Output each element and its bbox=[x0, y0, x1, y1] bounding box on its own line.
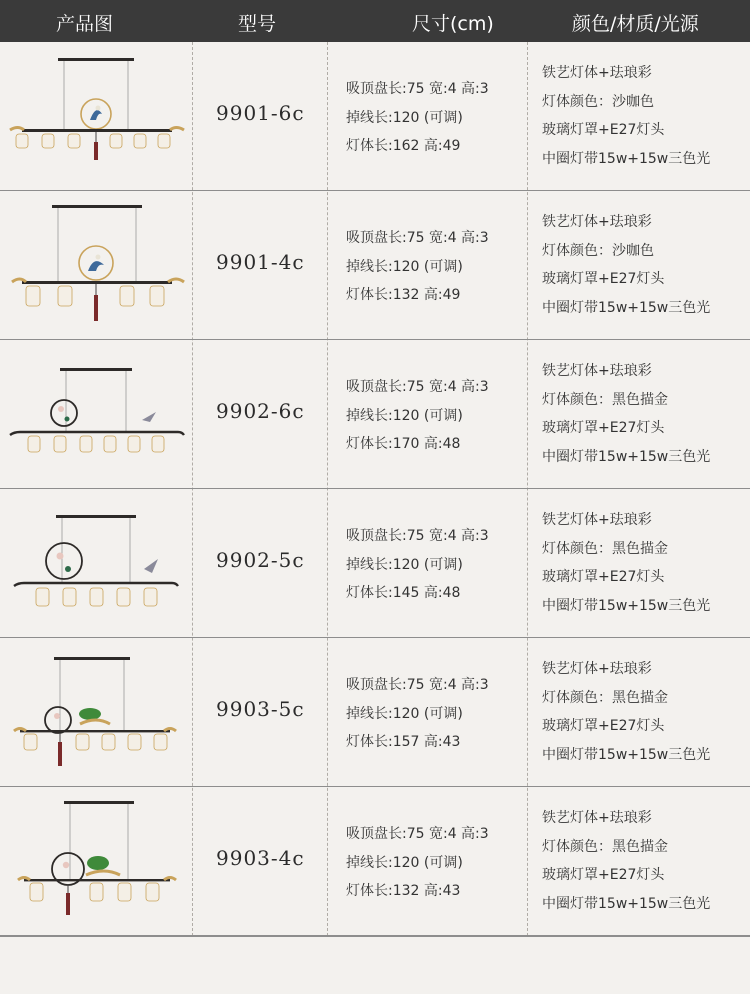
dimensions bbox=[346, 373, 489, 459]
material-shade: 玻璃灯罩+E27灯头 bbox=[542, 420, 665, 436]
materials bbox=[542, 357, 710, 471]
dimensions bbox=[346, 522, 489, 608]
dimensions bbox=[346, 820, 489, 906]
dimensions bbox=[346, 75, 489, 161]
dim-canopy: 吸顶盘长:75 宽:4 高:3 bbox=[346, 81, 489, 97]
material-light: 中圈灯带15w+15w三色光 bbox=[542, 448, 711, 465]
dim-body: 灯体长:132 高:43 bbox=[346, 883, 461, 899]
model-number: 9901-4c bbox=[216, 250, 305, 274]
header-model: 型号 bbox=[238, 13, 277, 35]
dim-body: 灯体长:145 高:48 bbox=[346, 585, 461, 601]
table-row bbox=[0, 191, 750, 340]
material-shade: 玻璃灯罩+E27灯头 bbox=[542, 122, 665, 138]
dimensions bbox=[346, 224, 489, 310]
material-color: 灯体颜色：黑色描金 bbox=[542, 689, 668, 706]
material-color: 灯体颜色：黑色描金 bbox=[542, 540, 668, 557]
table-header bbox=[0, 0, 750, 42]
material-body: 铁艺灯体+珐琅彩 bbox=[542, 65, 652, 81]
table-row bbox=[0, 42, 750, 191]
model-number: 9902-6c bbox=[216, 399, 305, 423]
dim-cable: 掉线长:120 (可调) bbox=[346, 258, 463, 275]
dim-body: 灯体长:162 高:49 bbox=[346, 138, 461, 154]
materials bbox=[542, 655, 710, 769]
model-number: 9902-5c bbox=[216, 548, 305, 572]
dim-cable: 掉线长:120 (可调) bbox=[346, 705, 463, 722]
material-body: 铁艺灯体+珐琅彩 bbox=[542, 214, 652, 230]
table-row bbox=[0, 340, 750, 489]
table-row bbox=[0, 638, 750, 787]
materials bbox=[542, 506, 710, 620]
header-material: 颜色/材质/光源 bbox=[572, 13, 699, 35]
dim-canopy: 吸顶盘长:75 宽:4 高:3 bbox=[346, 677, 489, 693]
dim-body: 灯体长:157 高:43 bbox=[346, 734, 461, 750]
material-color: 灯体颜色：黑色描金 bbox=[542, 838, 668, 855]
pendant-lamp-image bbox=[0, 340, 190, 488]
material-body: 铁艺灯体+珐琅彩 bbox=[542, 810, 652, 826]
model-number: 9903-5c bbox=[216, 697, 305, 721]
dim-canopy: 吸顶盘长:75 宽:4 高:3 bbox=[346, 230, 489, 246]
material-body: 铁艺灯体+珐琅彩 bbox=[542, 661, 652, 677]
material-color: 灯体颜色：沙咖色 bbox=[542, 93, 654, 110]
model-number: 9901-6c bbox=[216, 101, 305, 125]
material-body: 铁艺灯体+珐琅彩 bbox=[542, 512, 652, 528]
dim-cable: 掉线长:120 (可调) bbox=[346, 556, 463, 573]
table-row bbox=[0, 489, 750, 638]
header-size: 尺寸(cm) bbox=[412, 13, 494, 35]
dim-canopy: 吸顶盘长:75 宽:4 高:3 bbox=[346, 826, 489, 842]
dim-body: 灯体长:170 高:48 bbox=[346, 436, 461, 452]
pendant-lamp-image bbox=[0, 191, 190, 339]
dim-canopy: 吸顶盘长:75 宽:4 高:3 bbox=[346, 379, 489, 395]
pendant-lamp-image bbox=[0, 787, 190, 935]
header-product-image: 产品图 bbox=[56, 13, 114, 35]
material-color: 灯体颜色：沙咖色 bbox=[542, 242, 654, 259]
material-shade: 玻璃灯罩+E27灯头 bbox=[542, 271, 665, 287]
material-color: 灯体颜色：黑色描金 bbox=[542, 391, 668, 408]
dimensions bbox=[346, 671, 489, 757]
materials bbox=[542, 804, 710, 918]
material-shade: 玻璃灯罩+E27灯头 bbox=[542, 867, 665, 883]
materials bbox=[542, 59, 710, 173]
material-light: 中圈灯带15w+15w三色光 bbox=[542, 150, 711, 167]
table-row bbox=[0, 787, 750, 936]
material-body: 铁艺灯体+珐琅彩 bbox=[542, 363, 652, 379]
material-light: 中圈灯带15w+15w三色光 bbox=[542, 895, 711, 912]
materials bbox=[542, 208, 710, 322]
dim-body: 灯体长:132 高:49 bbox=[346, 287, 461, 303]
pendant-lamp-image bbox=[0, 638, 190, 786]
material-light: 中圈灯带15w+15w三色光 bbox=[542, 597, 711, 614]
pendant-lamp-image bbox=[0, 42, 190, 190]
material-light: 中圈灯带15w+15w三色光 bbox=[542, 299, 711, 316]
model-number: 9903-4c bbox=[216, 846, 305, 870]
dim-canopy: 吸顶盘长:75 宽:4 高:3 bbox=[346, 528, 489, 544]
dim-cable: 掉线长:120 (可调) bbox=[346, 407, 463, 424]
material-shade: 玻璃灯罩+E27灯头 bbox=[542, 718, 665, 734]
pendant-lamp-image bbox=[0, 489, 190, 637]
dim-cable: 掉线长:120 (可调) bbox=[346, 854, 463, 871]
table-bottom-border bbox=[0, 936, 750, 937]
material-light: 中圈灯带15w+15w三色光 bbox=[542, 746, 711, 763]
material-shade: 玻璃灯罩+E27灯头 bbox=[542, 569, 665, 585]
dim-cable: 掉线长:120 (可调) bbox=[346, 109, 463, 126]
